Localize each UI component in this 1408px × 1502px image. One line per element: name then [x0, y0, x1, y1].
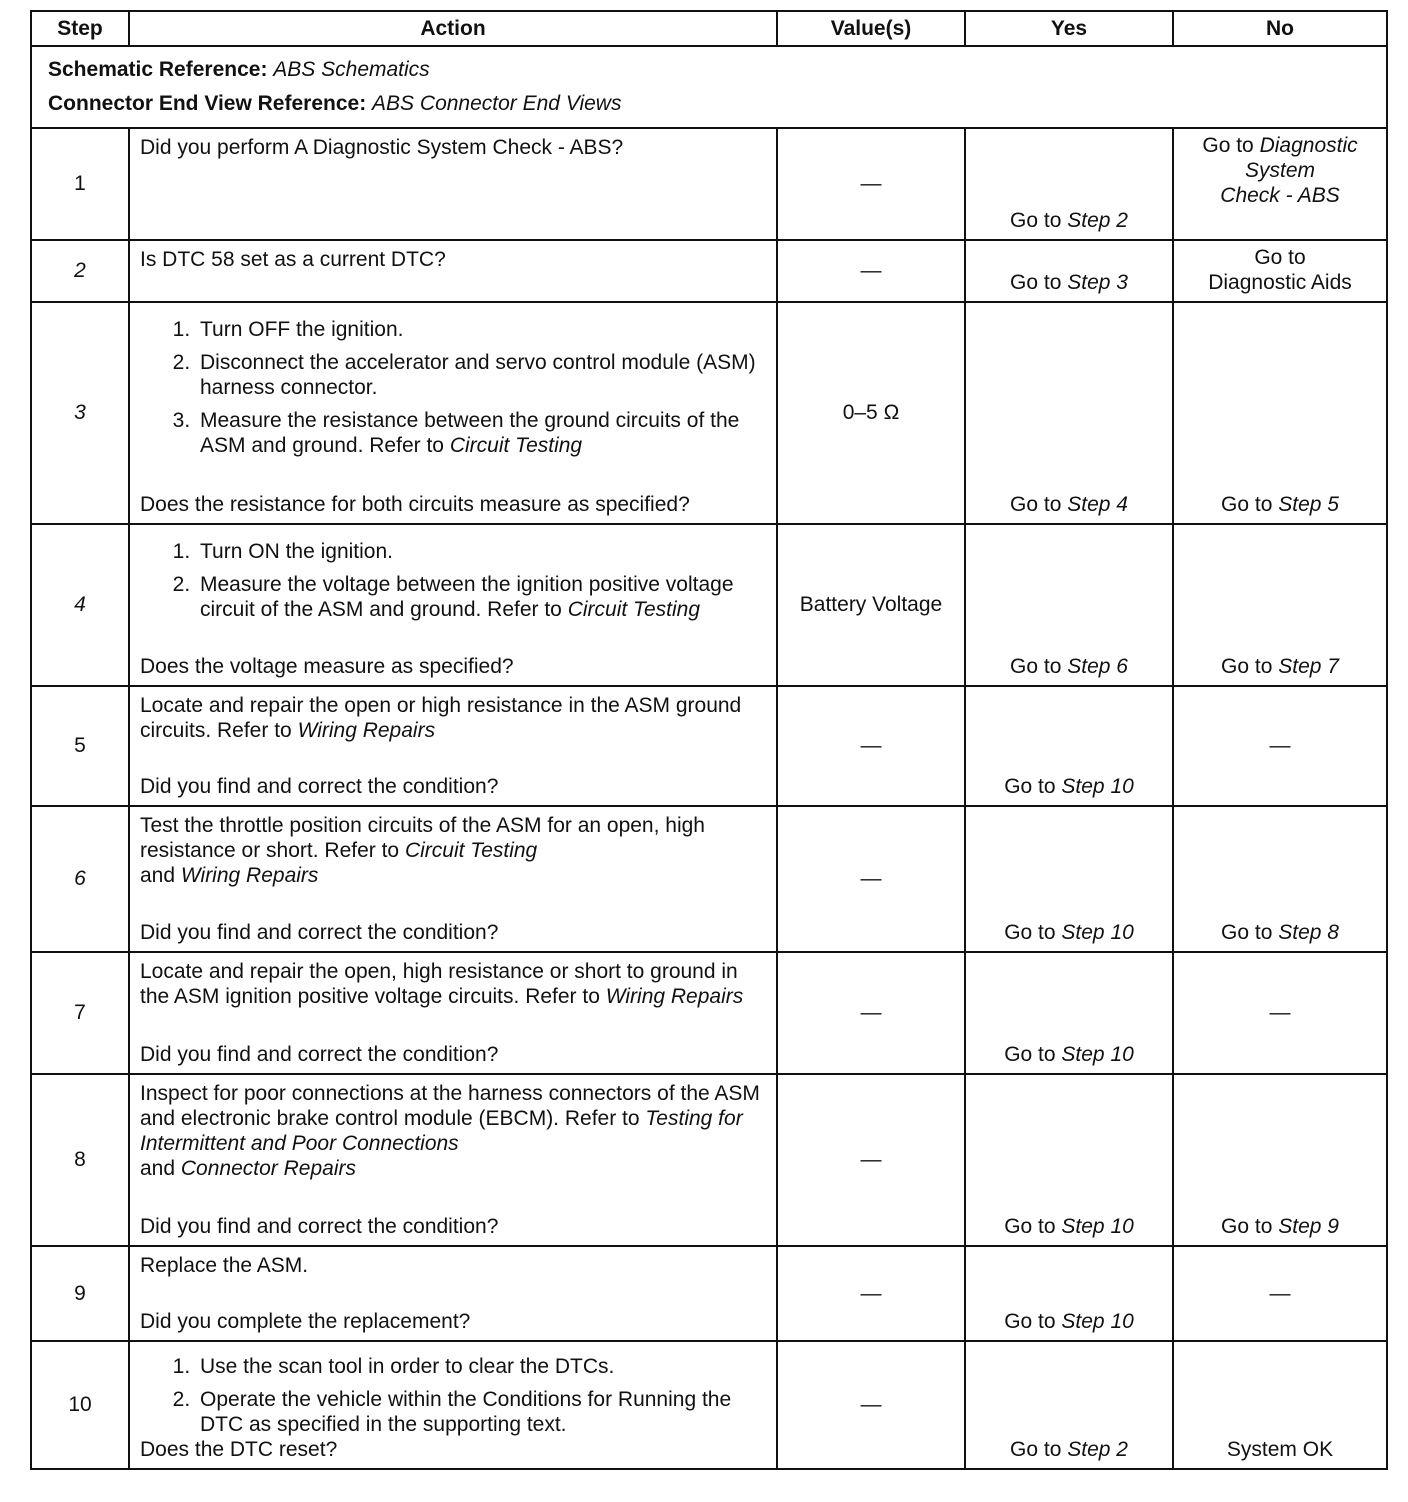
action-cell — [129, 1246, 777, 1341]
header-action: Action — [129, 11, 777, 46]
list-item: 1. Turn ON the ignition. — [196, 539, 768, 564]
no-value: — — [1269, 734, 1291, 757]
value-cell: — — [777, 952, 965, 1074]
no-goto-text: Go to — [1202, 134, 1254, 157]
yes-step-link[interactable]: Step 3 — [1067, 271, 1128, 294]
action-cell — [129, 1074, 777, 1246]
step-number: 2 — [31, 240, 129, 302]
wiring-repairs-link[interactable]: Wiring Repairs — [180, 864, 319, 887]
action-steps-list — [140, 1354, 768, 1437]
table-row — [31, 1074, 1387, 1246]
no-step-link[interactable]: Step 7 — [1278, 655, 1339, 678]
step-number: 1 — [31, 128, 129, 240]
yes-goto-text: Go to — [1010, 209, 1062, 232]
no-value: — — [1269, 1001, 1291, 1024]
action-steps-list — [140, 317, 768, 458]
no-cell — [1173, 1341, 1387, 1469]
step-number: 4 — [31, 524, 129, 686]
no-cell — [1173, 1246, 1387, 1341]
yes-step-link[interactable]: Step 2 — [1067, 1438, 1128, 1461]
yes-step-link[interactable]: Step 4 — [1067, 493, 1128, 516]
header-row — [31, 11, 1387, 46]
action-question: Did you complete the replacement? — [140, 1310, 471, 1333]
diagnostic-table — [30, 10, 1388, 1470]
action-question: Does the voltage measure as specified? — [140, 655, 514, 678]
no-goto-text: Go to — [1221, 921, 1273, 944]
table-row — [31, 302, 1387, 524]
wiring-repairs-link[interactable]: Wiring Repairs — [297, 719, 436, 742]
action-question: Did you find and correct the condition? — [140, 1215, 499, 1238]
circuit-testing-link[interactable]: Circuit Testing — [404, 839, 538, 862]
no-value: — — [1269, 1281, 1291, 1305]
action-question: Does the resistance for both circuits measure as specified? — [140, 493, 690, 516]
no-goto-text: Go to — [1221, 493, 1273, 516]
yes-cell — [965, 686, 1173, 806]
action-text: Replace the ASM. — [140, 1254, 309, 1277]
no-cell — [1173, 952, 1387, 1074]
list-item: 1. Use the scan tool in order to clear the DTCs. — [196, 1354, 768, 1379]
reference-cell — [31, 46, 1387, 128]
action-cell — [129, 952, 777, 1074]
yes-cell — [965, 1341, 1173, 1469]
action-text-plain: Inspect for poor connections at the harness connectors of the ASM and electronic brake control module (EBCM). Refer to — [140, 1082, 760, 1130]
list-item — [196, 408, 768, 458]
schematic-reference-link[interactable]: ABS Schematics — [273, 58, 430, 81]
yes-step-link[interactable]: Step 10 — [1061, 775, 1134, 798]
action-question: Did you find and correct the condition? — [140, 775, 499, 798]
action-text — [140, 1081, 768, 1181]
connector-reference-link[interactable]: ABS Connector End Views — [372, 92, 622, 115]
yes-step-link[interactable]: Step 2 — [1067, 209, 1128, 232]
action-cell — [129, 128, 777, 240]
list-item — [196, 572, 768, 622]
header-no: No — [1173, 11, 1387, 46]
action-cell — [129, 302, 777, 524]
yes-cell — [965, 302, 1173, 524]
no-diagnostic-link[interactable]: Diagnostic — [1259, 134, 1358, 157]
circuit-testing-link[interactable]: Circuit Testing — [567, 598, 700, 621]
yes-step-link[interactable]: Step 6 — [1067, 655, 1128, 678]
step-number: 9 — [31, 1246, 129, 1341]
action-text-and: and — [140, 1157, 176, 1180]
yes-step-link[interactable]: Step 10 — [1061, 921, 1134, 944]
action-cell — [129, 806, 777, 952]
list-item: 1. Turn OFF the ignition. — [196, 317, 768, 342]
circuit-testing-link[interactable]: Circuit Testing — [449, 434, 583, 457]
no-cell — [1173, 806, 1387, 952]
action-steps-list — [140, 539, 768, 622]
step-number: 5 — [31, 686, 129, 806]
no-step-link[interactable]: Step 9 — [1278, 1215, 1339, 1238]
yes-goto-text: Go to — [1004, 775, 1056, 798]
action-text-plain: Locate and repair the open, high resistance or short to ground in the ASM ignition positive voltage circuits. Refer to — [140, 960, 738, 1008]
step-number: 3 — [31, 302, 129, 524]
yes-goto-text: Go to — [1004, 921, 1056, 944]
action-question: Did you find and correct the condition? — [140, 1043, 499, 1066]
table-row — [31, 806, 1387, 952]
action-cell — [129, 1341, 777, 1469]
action-text: Did you perform A Diagnostic System Check - ABS? — [140, 136, 624, 159]
no-cell — [1173, 128, 1387, 240]
action-text: Is DTC 58 set as a current DTC? — [140, 248, 446, 271]
value-cell: 0–5 Ω — [777, 302, 965, 524]
no-cell — [1173, 302, 1387, 524]
schematic-reference — [48, 53, 1370, 87]
table-row — [31, 1246, 1387, 1341]
connector-repairs-link[interactable]: Connector Repairs — [180, 1157, 356, 1180]
connector-reference — [48, 87, 1370, 121]
yes-goto-text: Go to — [1010, 655, 1062, 678]
table-row — [31, 952, 1387, 1074]
wiring-repairs-link[interactable]: Wiring Repairs — [605, 985, 744, 1008]
list-item-text: Measure the resistance between the ground circuits of the ASM and ground. Refer to — [200, 409, 740, 457]
value-cell: — — [777, 128, 965, 240]
table-row — [31, 524, 1387, 686]
list-item-text: Measure the voltage between the ignition positive voltage circuit of the ASM and ground. Refer to — [200, 573, 734, 621]
value-cell: — — [777, 1341, 965, 1469]
no-diagnostic-aids-link[interactable]: Diagnostic Aids — [1208, 271, 1352, 294]
table-row — [31, 128, 1387, 240]
action-cell — [129, 686, 777, 806]
list-item: 2. Disconnect the accelerator and servo control module (ASM) harness connector. — [196, 350, 768, 400]
action-text — [140, 813, 768, 888]
yes-cell — [965, 240, 1173, 302]
no-system-link[interactable]: System — [1244, 159, 1315, 182]
no-goto-text: Go to — [1254, 246, 1306, 269]
connector-reference-label: Connector End View Reference: — [48, 92, 367, 115]
value-cell: Battery Voltage — [777, 524, 965, 686]
yes-goto-text: Go to — [1004, 1043, 1056, 1066]
value-cell: — — [777, 1074, 965, 1246]
no-cell — [1173, 240, 1387, 302]
no-result-text: System OK — [1226, 1438, 1334, 1461]
yes-cell — [965, 128, 1173, 240]
yes-cell — [965, 1246, 1173, 1341]
action-text-plain: Test the throttle position circuits of the ASM for an open, high resistance or short. Refer to — [140, 814, 705, 862]
no-cell — [1173, 686, 1387, 806]
yes-cell — [965, 1074, 1173, 1246]
action-text — [140, 959, 768, 1009]
step-number: 10 — [31, 1341, 129, 1469]
no-check-link[interactable]: Check - ABS — [1220, 184, 1340, 207]
header-step: Step — [31, 11, 129, 46]
action-cell — [129, 240, 777, 302]
no-goto-text: Go to — [1221, 1215, 1273, 1238]
yes-step-link[interactable]: Step 10 — [1061, 1215, 1134, 1238]
list-item: 2. Operate the vehicle within the Conditions for Running the DTC as specified in the supporting text. — [196, 1387, 768, 1437]
action-cell — [129, 524, 777, 686]
header-values: Value(s) — [777, 11, 965, 46]
no-goto-text: Go to — [1221, 655, 1273, 678]
yes-goto-text: Go to — [1010, 493, 1062, 516]
value-cell: — — [777, 240, 965, 302]
action-text-plain: Locate and repair the open or high resistance in the ASM ground circuits. Refer to — [140, 694, 742, 742]
reference-row — [31, 46, 1387, 128]
table-row — [31, 1341, 1387, 1469]
schematic-reference-label: Schematic Reference: — [48, 58, 268, 81]
table-row — [31, 240, 1387, 302]
intermittent-connections-link[interactable]: Testing for Intermittent and Poor Connections — [140, 1107, 743, 1155]
yes-goto-text: Go to — [1004, 1310, 1056, 1333]
action-question: Did you find and correct the condition? — [140, 921, 499, 944]
yes-cell — [965, 524, 1173, 686]
action-question: Does the DTC reset? — [140, 1438, 338, 1461]
table-row — [31, 686, 1387, 806]
value-cell: — — [777, 806, 965, 952]
action-text-and: and — [140, 864, 176, 887]
step-number: 8 — [31, 1074, 129, 1246]
yes-goto-text: Go to — [1010, 271, 1062, 294]
yes-goto-text: Go to — [1010, 1438, 1062, 1461]
yes-step-link[interactable]: Step 10 — [1061, 1043, 1134, 1066]
yes-cell — [965, 952, 1173, 1074]
yes-step-link[interactable]: Step 10 — [1061, 1310, 1134, 1333]
action-text — [140, 693, 768, 743]
yes-goto-text: Go to — [1004, 1215, 1056, 1238]
no-step-link[interactable]: Step 5 — [1278, 493, 1339, 516]
yes-cell — [965, 806, 1173, 952]
step-number: 7 — [31, 952, 129, 1074]
no-cell — [1173, 1074, 1387, 1246]
header-yes: Yes — [965, 11, 1173, 46]
step-number: 6 — [31, 806, 129, 952]
value-cell: — — [777, 1246, 965, 1341]
value-cell: — — [777, 686, 965, 806]
no-cell — [1173, 524, 1387, 686]
no-step-link[interactable]: Step 8 — [1278, 921, 1339, 944]
